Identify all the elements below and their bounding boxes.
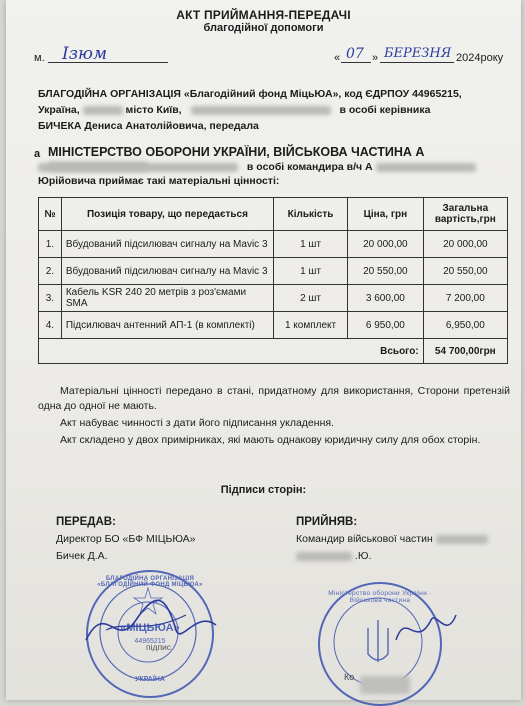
cell-qty: 1 шт: [274, 258, 348, 285]
stamp-center-text: «МІЦЬЮА»: [120, 622, 180, 634]
redacted-block: [191, 106, 331, 115]
cell-position: Підсилювач антенний АП-1 (в комплекті): [61, 312, 273, 339]
receiver-commander: в особі командира в/ч А: [246, 161, 373, 173]
date-open-quote: «: [334, 52, 341, 64]
right-signature: [386, 600, 466, 660]
closing-paragraph-3: Акт складено у двох примірниках, які мають однакову юридичну силу для обох сторін.: [60, 434, 481, 446]
left-sign-label: підпис: [146, 642, 172, 652]
date-year: 2024року: [456, 52, 504, 64]
cell-price: 20 550,00: [348, 258, 424, 285]
left-party-role: Директор БО «БФ МІЦЬЮА»: [56, 533, 196, 545]
redacted-block: [436, 535, 488, 544]
signatures-heading: Підписи сторін:: [220, 484, 307, 496]
col-header-total: Загальна вартість,грн: [423, 198, 507, 231]
date-month: БЕРЕЗНЯ: [384, 46, 452, 61]
total-value: 54 700,00грн: [423, 339, 507, 364]
intro-country: Україна,: [38, 104, 80, 116]
stamp-bottom-text: УКРАЇНА: [135, 676, 165, 683]
cell-num: 3.: [39, 285, 62, 312]
cell-total: 20 550,00: [423, 258, 507, 285]
right-name-text: .Ю.: [354, 550, 372, 562]
receiver-line-3: Юрійовича приймає такі матеріальні цінності:: [38, 175, 280, 187]
redacted-block: [376, 163, 476, 172]
cell-position: Кабель KSR 240 20 метрів з роз'ємами SMA: [61, 285, 273, 312]
cell-num: 1.: [39, 231, 62, 258]
intro-line-2: [38, 104, 518, 117]
receiver-line-2: [38, 161, 518, 174]
table-total-row: [39, 339, 508, 364]
date-close-quote: »: [372, 52, 379, 64]
table-row: [39, 312, 508, 339]
left-party-title: ПЕРЕДАВ:: [56, 516, 116, 528]
redacted-block: [360, 676, 410, 694]
cell-empty: [39, 339, 348, 364]
table-row: [39, 285, 508, 312]
cell-num: 4.: [39, 312, 62, 339]
left-party-name: Бичек Д.А.: [56, 550, 108, 562]
closing-paragraph-1: Матеріальні цінності передано в стані, придатному для використання, Сторони претензій одна до одної не мають.: [38, 385, 510, 412]
stamp-ring-text: БЛАГОДІЙНА ОРГАНІЗАЦІЯ «БЛАГОДІЙНИЙ ФОНД МІЦЬЮА»: [97, 576, 203, 588]
stamp-code: 44965215: [134, 638, 166, 645]
right-role-text: Командир військової частин: [296, 533, 433, 545]
intro-city: місто Київ,: [125, 104, 182, 116]
cell-num: 2.: [39, 258, 62, 285]
cell-total: 20 000,00: [423, 231, 507, 258]
stamp-ring-text: Міністерство оборони України · Військова частина: [328, 590, 432, 604]
redacted-block: [296, 552, 352, 561]
redacted-block: [83, 106, 123, 115]
right-party-name: [296, 550, 371, 562]
closing-paragraph-2: Акт набуває чинності з дати його підписання укладення.: [60, 417, 334, 429]
col-header-price: Ціна, грн: [348, 198, 424, 231]
document-page: [6, 0, 521, 700]
redacted-block: [38, 163, 238, 172]
items-table: [38, 197, 508, 364]
table-row: [39, 231, 508, 258]
document-title: АКТ ПРИЙМАННЯ-ПЕРЕДАЧІ: [176, 8, 351, 22]
col-header-position: Позиція товару, що передається: [61, 198, 273, 231]
cell-total: 7 200,00: [423, 285, 507, 312]
cell-qty: 2 шт: [274, 285, 348, 312]
col-header-num: №: [39, 198, 62, 231]
place-prefix: м.: [34, 52, 45, 64]
place-city: Ізюм: [62, 44, 108, 64]
left-signature: [76, 590, 226, 660]
right-party-role: [296, 533, 488, 545]
cell-price: 6 950,00: [348, 312, 424, 339]
intro-line-3: БИЧЕКА Дениса Анатолійовича, передала: [38, 120, 259, 132]
col-header-qty: Кількість: [274, 198, 348, 231]
receiver-unit-prefix: А: [415, 145, 425, 159]
cell-price: 20 000,00: [348, 231, 424, 258]
cell-price: 3 600,00: [348, 285, 424, 312]
cell-position: Вбудований підсилювач сигналу на Mavic 3: [61, 231, 273, 258]
cell-total: 6,950,00: [423, 312, 507, 339]
right-party-title: ПРИЙНЯВ:: [296, 516, 358, 528]
right-sign-label: Ко: [344, 672, 355, 682]
table-header-row: [39, 198, 508, 231]
cell-qty: 1 шт: [274, 231, 348, 258]
cell-position: Вбудований підсилювач сигналу на Mavic 3: [61, 258, 273, 285]
cell-qty: 1 комплект: [274, 312, 348, 339]
total-label: Всього:: [348, 339, 424, 364]
receiver-prefix: а: [34, 148, 41, 160]
intro-representative: в особі керівника: [339, 104, 431, 116]
date-day: 07: [346, 46, 364, 62]
table-row: [39, 258, 508, 285]
intro-line-1: БЛАГОДІЙНА ОРГАНІЗАЦІЯ «Благодійний фонд МіцьЮА», код ЄДРПОУ 44965215,: [38, 88, 462, 100]
receiver-org: МІНІСТЕРСТВО ОБОРОНИ УКРАЇНИ, ВІЙСЬКОВА ЧАСТИНА: [48, 145, 412, 159]
document-subtitle: благодійної допомоги: [203, 22, 324, 34]
